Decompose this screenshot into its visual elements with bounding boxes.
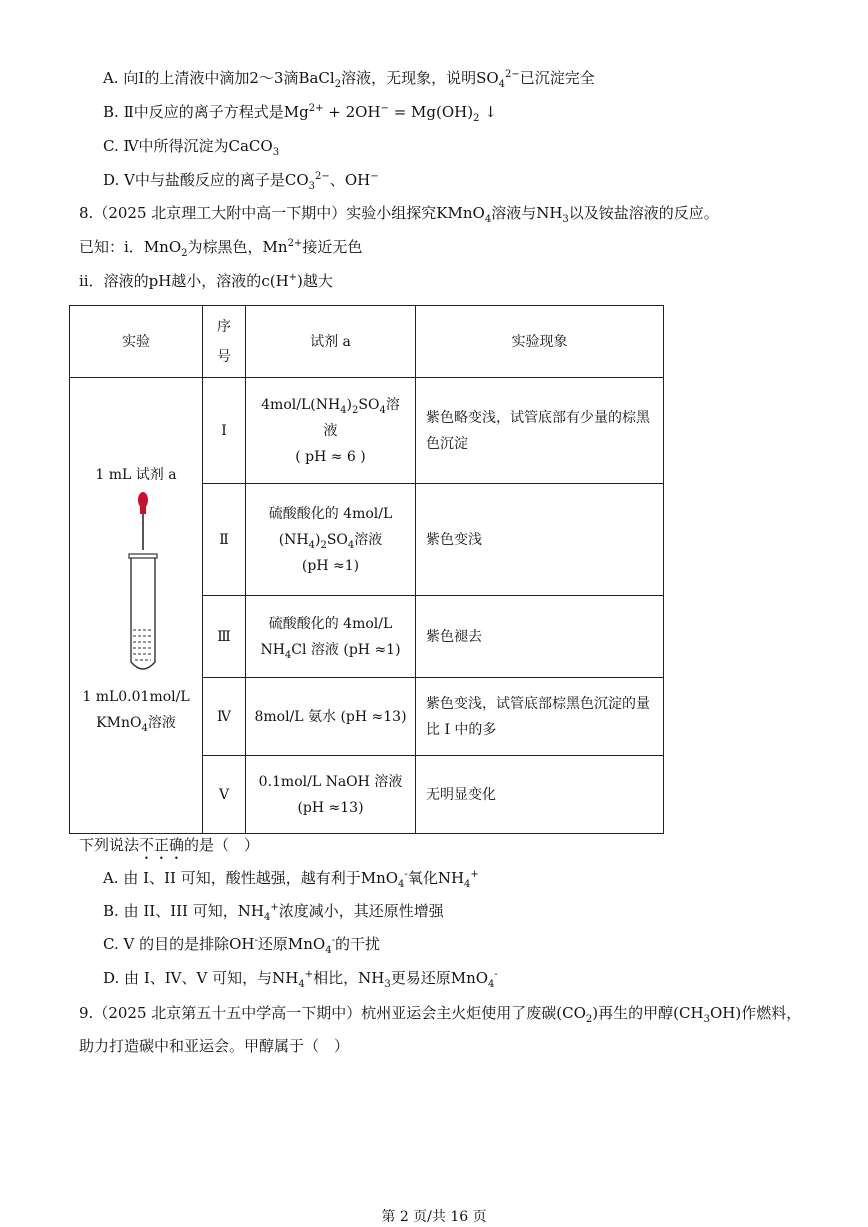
- reagent-cell: 0.1mol/L NaOH 溶液 (pH ≈13): [246, 756, 416, 834]
- header-phenomenon: 实验现象: [416, 306, 664, 378]
- table-row: [70, 378, 664, 484]
- q9-stem-line2: 助力打造碳中和亚运会。甲醇属于（ ）: [79, 1037, 350, 1055]
- row-id: Ⅳ: [203, 678, 246, 756]
- q8-option-c: C. V 的目的是排除OH-还原MnO$_4$-的干扰: [103, 935, 381, 956]
- phenomenon-cell: 紫色变浅，试管底部棕黑色沉淀的量 比 I 中的多: [416, 678, 664, 756]
- page-footer: 第 2 页/共 16 页: [381, 1209, 487, 1225]
- q7-option-a: A. 向Ⅰ的上清液中滴加2～3滴BaCl$_2$溶液，无现象，说明$SO_4^{2-}$已沉淀完全: [103, 69, 595, 90]
- experiment-setup-cell: [70, 378, 203, 834]
- phenomenon-cell: 紫色略变浅，试管底部有少量的棕黑 色沉淀: [416, 378, 664, 484]
- q8-option-a: A. 由 I、II 可知，酸性越强，越有利于MnO$_4$-氧化$NH_4^+$: [103, 869, 479, 890]
- kmno4-label: 1 mL0.01mol/L KMnO$_4$溶液: [82, 689, 190, 734]
- q8-option-b: B. 由 II、III 可知，$NH_4^+$浓度减小，其还原性增强: [103, 902, 444, 923]
- row-id: Ⅱ: [203, 484, 246, 596]
- q8-stem: 8.（2025 北京理工大附中高一下期中）实验小组探究KMnO$_4$溶液与$NH_3$以及铵盐溶液的反应。: [79, 204, 719, 225]
- header-reagent: 试剂 a: [246, 306, 416, 378]
- q8-question: 下列说法不正确的是（ ）: [79, 836, 260, 854]
- q7-option-b: B. Ⅱ中反应的离子方程式是$Mg^{2+} + 2OH^- = Mg(OH)_2$ ↓: [103, 103, 497, 124]
- q8-option-d: D. 由 I、IV、V 可知，与$NH_4^+$相比，$NH_3$更易还原MnO$_4$-: [103, 969, 498, 990]
- q8-known-2: ii．溶液的pH越小，溶液的c(H+)越大: [79, 272, 333, 290]
- reagent-a-label: 1 mL 试剂 a: [95, 467, 177, 483]
- phenomenon-cell: 紫色变浅: [416, 484, 664, 596]
- phenomenon-cell: 紫色褪去: [416, 596, 664, 678]
- row-id: Ⅰ: [203, 378, 246, 484]
- table-header-row: [70, 306, 664, 378]
- q9-stem: 9.（2025 北京第五十五中学高一下期中）杭州亚运会主火炬使用了废碳$(CO_2)$再生的甲醇$(CH_3OH)$作燃料，: [79, 1004, 802, 1025]
- q8-known-1: 已知：i．MnO$_2$为棕黑色，$Mn^{2+}$接近无色: [79, 238, 363, 259]
- reagent-cell: $4mol/L(NH_4)_2SO_4$溶 液 ( pH ≈ 6 ): [246, 378, 416, 484]
- reagent-cell: 8mol/L 氨水 (pH ≈13): [246, 678, 416, 756]
- reagent-cell: 硫酸酸化的 4mol/L $NH_4Cl$ 溶液 (pH ≈1): [246, 596, 416, 678]
- experiment-table: [69, 305, 664, 834]
- q7-option-c: C. Ⅳ中所得沉淀为CaCO$_3$: [103, 137, 280, 158]
- header-experiment: 实验: [70, 306, 203, 378]
- row-id: Ⅴ: [203, 756, 246, 834]
- header-number: 序号: [203, 306, 246, 378]
- q7-option-d: D. Ⅴ中与盐酸反应的离子是$CO_3^{2-}$、OH−: [103, 171, 379, 192]
- reagent-cell: 硫酸酸化的 4mol/L $(NH_4)_2SO_4$溶液 (pH ≈1): [246, 484, 416, 596]
- test-tube-with-dropper-icon: [118, 490, 168, 680]
- phenomenon-cell: 无明显变化: [416, 756, 664, 834]
- row-id: Ⅲ: [203, 596, 246, 678]
